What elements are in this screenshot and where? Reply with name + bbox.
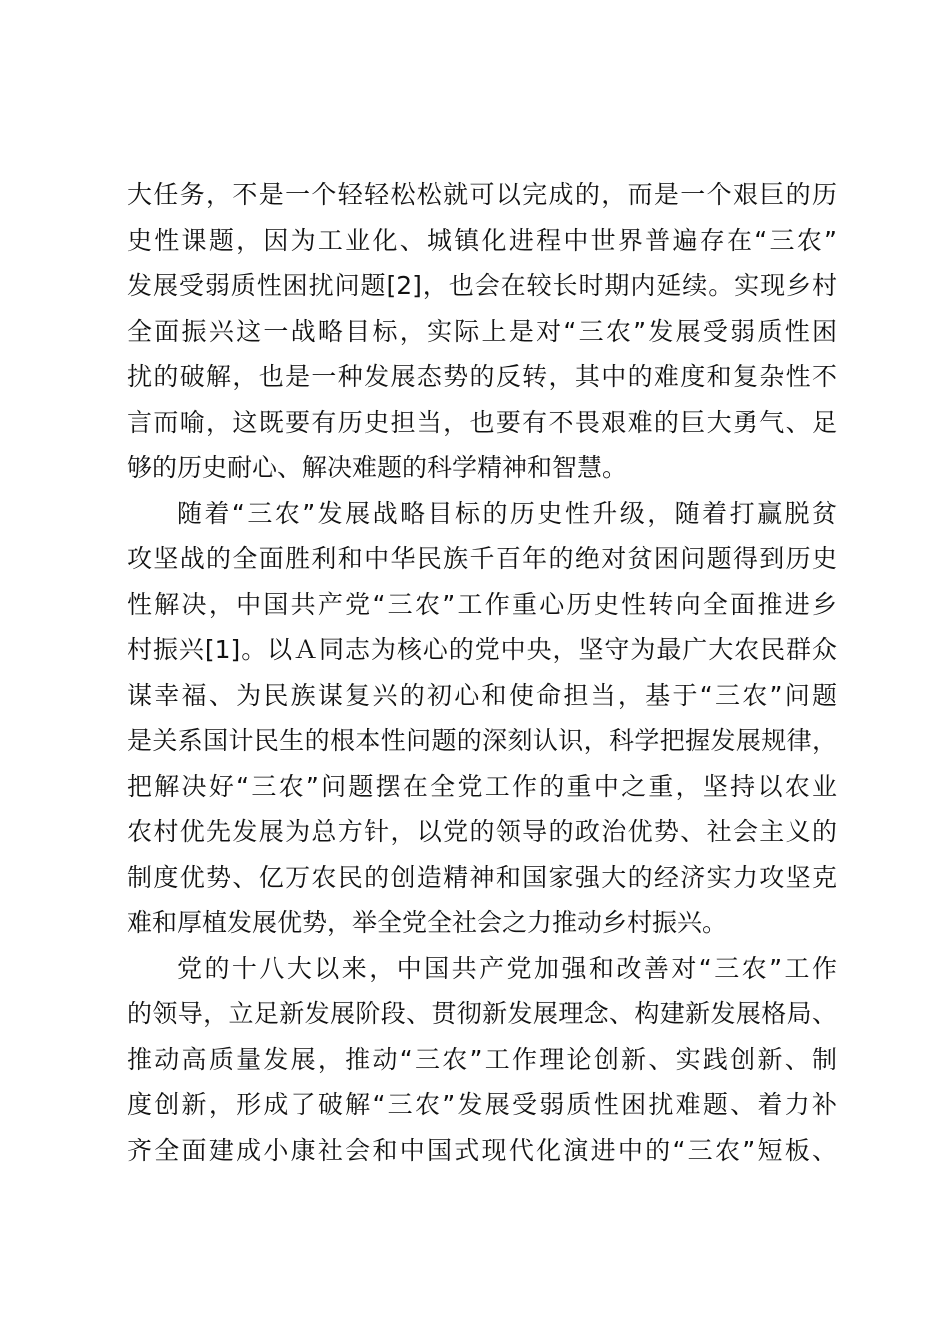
- text-line: 够的历史耐心、解决难题的科学精神和智慧。: [127, 453, 628, 482]
- text-line: 制度优势、亿万农民的创造精神和国家强大的经济实力攻坚克: [127, 862, 837, 892]
- text-line: 言而喻，这既要有历史担当，也要有不畏艰难的巨大勇气、足: [127, 407, 837, 437]
- text-line: 把解决好“三农”问题摆在全党工作的重中之重，坚持以农业: [127, 771, 837, 801]
- text-line: 发展受弱质性困扰问题[2]，也会在较长时期内延续。实现乡村: [127, 271, 837, 300]
- text-line: 全面振兴这一战略目标，实际上是对“三农”发展受弱质性困: [127, 316, 837, 346]
- body-text: [127, 172, 837, 1173]
- text-line: 扰的破解，也是一种发展态势的反转，其中的难度和复杂性不: [127, 362, 837, 391]
- text-line: 推动高质量发展，推动“三农”工作理论创新、实践创新、制: [127, 1044, 837, 1074]
- text-line: 性解决，中国共产党“三农”工作重心历史性转向全面推进乡: [127, 589, 837, 619]
- paragraph-start-line: 随着“三农”发展战略目标的历史性升级，随着打赢脱贫: [177, 498, 837, 528]
- text-line: 谋幸福、为民族谋复兴的初心和使命担当，基于“三农”问题: [127, 680, 837, 710]
- text-line: 史性课题，因为工业化、城镇化进程中世界普遍存在“三农”: [127, 225, 837, 255]
- text-line: 是关系国计民生的根本性问题的深刻认识，科学把握发展规律，: [127, 726, 837, 755]
- text-line: 的领导，立足新发展阶段、贯彻新发展理念、构建新发展格局、: [127, 999, 837, 1028]
- text-line: 难和厚植发展优势，举全党全社会之力推动乡村振兴。: [127, 908, 728, 937]
- text-line: 度创新，形成了破解“三农”发展受弱质性困扰难题、着力补: [127, 1090, 837, 1119]
- text-line: 农村优先发展为总方针，以党的领导的政治优势、社会主义的: [127, 817, 837, 846]
- text-line: 村振兴[1]。以Ａ同志为核心的党中央，坚守为最广大农民群众: [127, 635, 837, 664]
- text-line: 齐全面建成小康社会和中国式现代化演进中的“三农”短板、: [127, 1135, 837, 1165]
- text-line: 大任务，不是一个轻轻松松就可以完成的，而是一个艰巨的历: [127, 180, 837, 209]
- text-line: 攻坚战的全面胜利和中华民族千百年的绝对贫困问题得到历史: [127, 544, 837, 573]
- paragraph-start-line: 党的十八大以来，中国共产党加强和改善对“三农”工作: [177, 953, 837, 983]
